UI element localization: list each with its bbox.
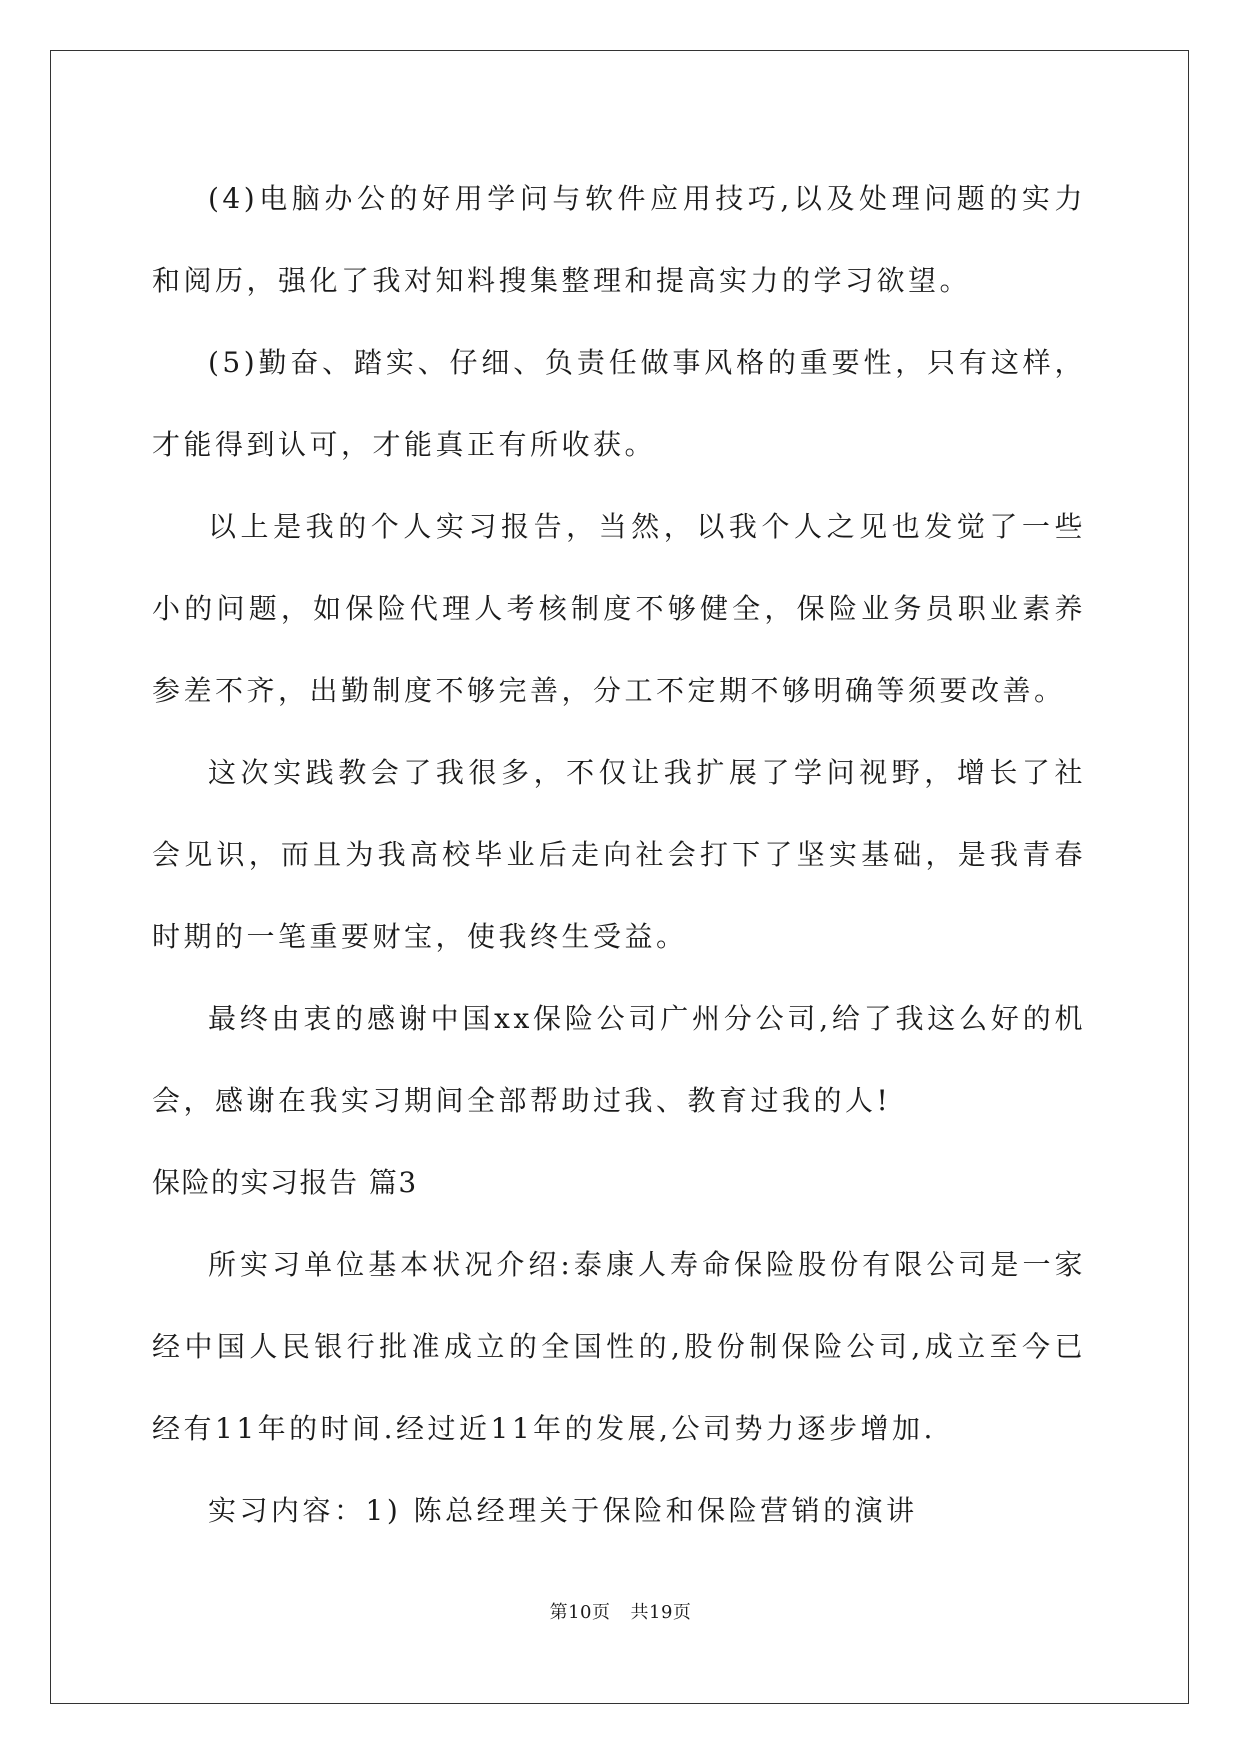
page-total: 共19页 bbox=[630, 1602, 692, 1623]
document-body bbox=[152, 158, 1086, 1552]
paragraph-internship-content: 实习内容：1) 陈总经理关于保险和保险营销的演讲 bbox=[208, 1494, 918, 1527]
paragraph-problems: 以上是我的个人实习报告，当然，以我个人之见也发觉了一些小的问题，如保险代理人考核制度不够健全，保险业务员职业素养参差不齐，出勤制度不够完善，分工不定期不够明确等须要改善。 bbox=[152, 510, 1086, 707]
paragraph-skills: (4)电脑办公的好用学问与软件应用技巧,以及处理问题的实力和阅历，强化了我对知料搜集整理和提高实力的学习欲望。 bbox=[152, 182, 1086, 297]
paragraph-work-style: (5)勤奋、踏实、仔细、负责任做事风格的重要性，只有这样，才能得到认可，才能真正有所收获。 bbox=[152, 346, 1086, 461]
page-number: 第10页 bbox=[549, 1602, 611, 1623]
page-footer bbox=[0, 1598, 1241, 1624]
paragraph-company-intro: 所实习单位基本状况介绍:泰康人寿命保险股份有限公司是一家经中国人民银行批准成立的全国性的,股份制保险公司,成立至今已经有11年的时间.经过近11年的发展,公司势力逐步增加. bbox=[152, 1248, 1086, 1445]
section-heading: 保险的实习报告 篇3 bbox=[152, 1166, 418, 1199]
paragraph-gains: 这次实践教会了我很多，不仅让我扩展了学问视野，增长了社会见识，而且为我高校毕业后走向社会打下了坚实基础，是我青春时期的一笔重要财宝，使我终生受益。 bbox=[152, 756, 1086, 953]
paragraph-thanks: 最终由衷的感谢中国xx保险公司广州分公司,给了我这么好的机会，感谢在我实习期间全部帮助过我、教育过我的人! bbox=[152, 1002, 1086, 1117]
